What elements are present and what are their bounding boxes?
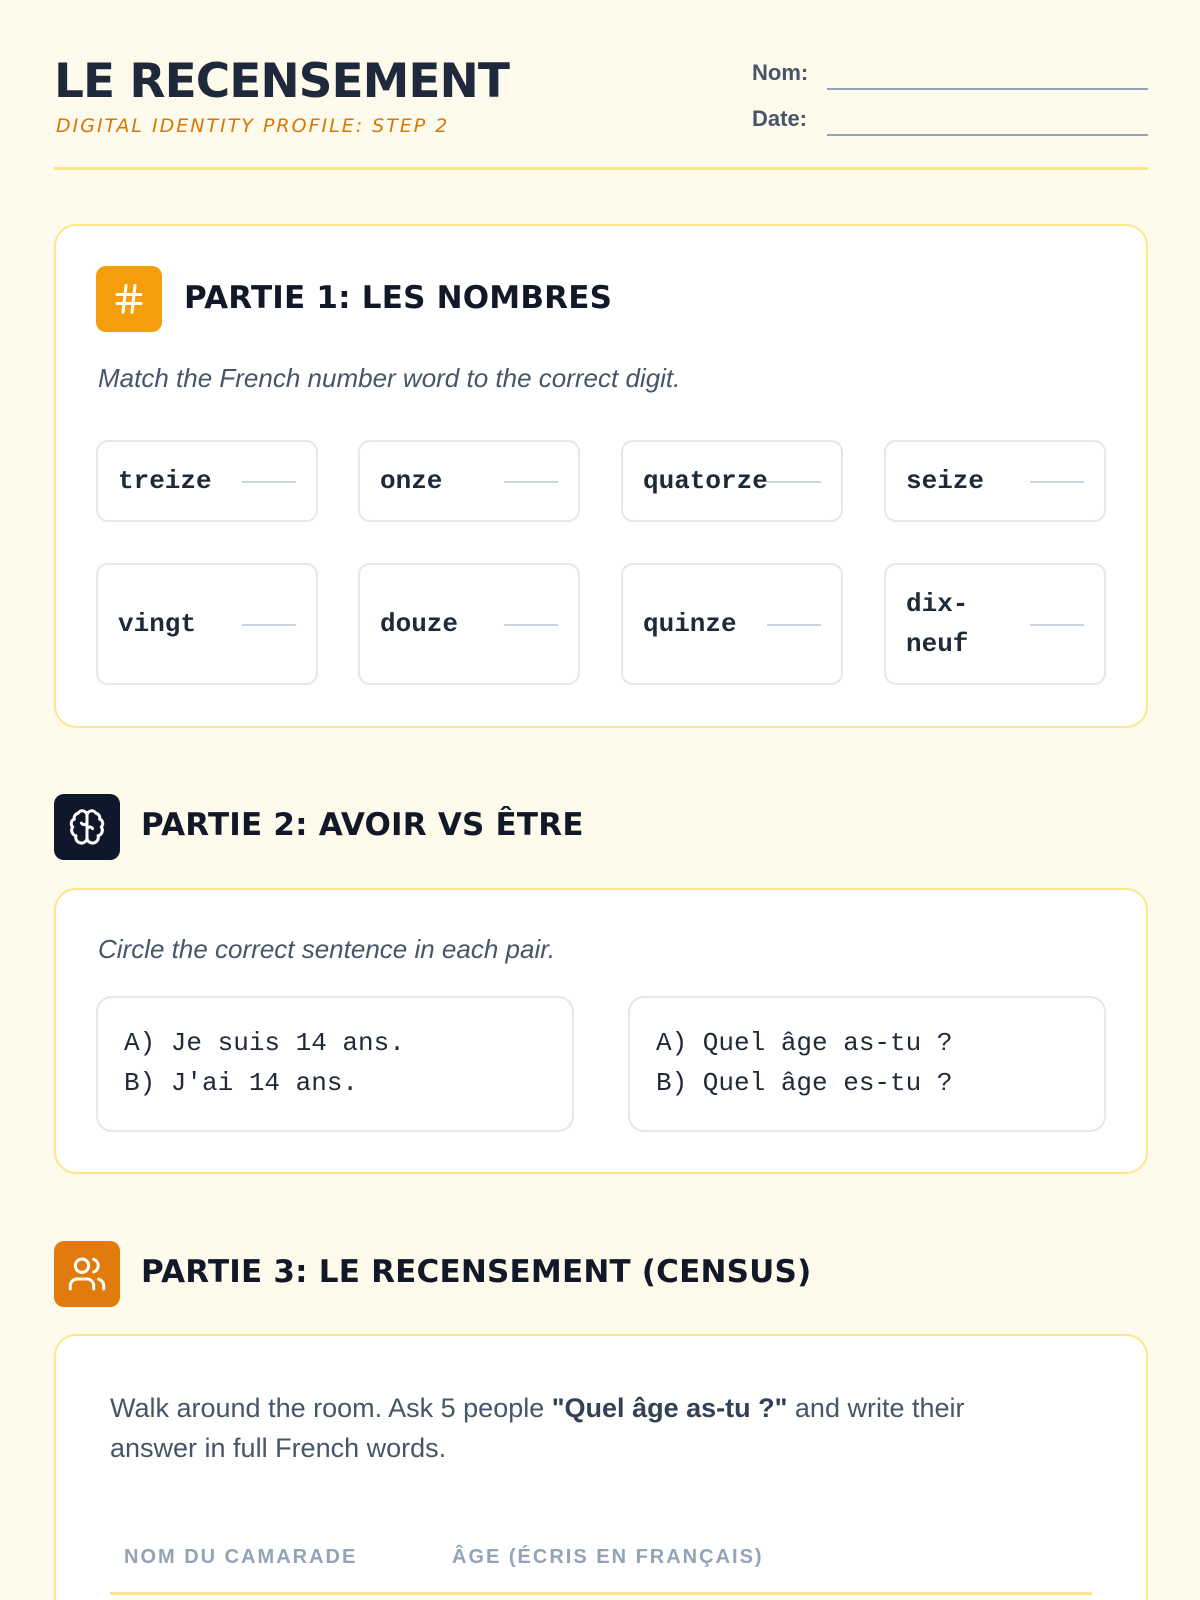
choice-a[interactable]: A) Quel âge as-tu ? [656,1028,953,1058]
answer-blank[interactable] [242,481,296,483]
users-icon [54,1241,120,1307]
hash-icon [96,266,162,332]
part3-title: PARTIE 3: LE RECENSEMENT (CENSUS) [141,1254,812,1290]
date-label: Date: [752,106,808,131]
number-tile[interactable] [96,563,318,685]
part1-instruction: Match the French number word to the correct digit. [98,363,681,393]
number-tile[interactable] [621,563,843,685]
name-label: Nom: [752,60,809,85]
column-header-age: ÂGE (ÉCRIS EN FRANÇAIS) [452,1546,764,1568]
number-word: onze [380,466,443,496]
choice-b[interactable]: B) J'ai 14 ans. [124,1068,359,1098]
column-header-name: NOM DU CAMARADE [124,1546,358,1568]
instruction-text: and write their answer in full French words. [110,1393,965,1463]
number-tile[interactable] [621,440,843,522]
answer-blank[interactable] [767,624,821,626]
number-tile[interactable] [884,440,1106,522]
instruction-text: Walk around the room. Ask 5 people [110,1393,552,1423]
answer-blank[interactable] [504,481,558,483]
part2-instruction: Circle the correct sentence in each pair. [98,934,556,964]
sentence-pair[interactable] [628,996,1106,1132]
part3-card [54,1334,1148,1600]
number-tile[interactable] [358,440,580,522]
number-word: vingt [118,609,197,639]
worksheet-header [54,0,1148,170]
number-tile[interactable] [358,563,580,685]
answer-blank[interactable] [1030,624,1084,626]
answer-blank[interactable] [767,481,821,483]
instruction-question: "Quel âge as-tu ?" [551,1393,788,1423]
part2-card [54,888,1148,1174]
number-word: treize [118,466,212,496]
choice-b[interactable]: B) Quel âge es-tu ? [656,1068,953,1098]
number-word: seize [906,466,985,496]
table-divider [110,1592,1092,1595]
part3-instruction [110,1388,1040,1468]
date-input-line[interactable] [827,134,1148,136]
number-tile[interactable] [884,563,1106,685]
name-input-line[interactable] [827,88,1148,90]
number-word: quinze [643,609,737,639]
answer-blank[interactable] [504,624,558,626]
number-word: douze [380,609,459,639]
number-word: quatorze [643,466,768,496]
page-subtitle: DIGITAL IDENTITY PROFILE: STEP 2 [56,115,450,137]
answer-blank[interactable] [242,624,296,626]
answer-blank[interactable] [1030,481,1084,483]
number-word: dix-neuf [906,589,969,659]
date-field[interactable] [752,100,1148,140]
number-tile[interactable] [96,440,318,522]
part1-title: PARTIE 1: LES NOMBRES [184,280,613,316]
page-title: LE RECENSEMENT [54,54,509,109]
name-field[interactable] [752,54,1148,94]
choice-a[interactable]: A) Je suis 14 ans. [124,1028,405,1058]
part2-title: PARTIE 2: AVOIR VS ÊTRE [141,807,584,843]
sentence-pair[interactable] [96,996,574,1132]
brain-icon [54,794,120,860]
part1-card [54,224,1148,728]
